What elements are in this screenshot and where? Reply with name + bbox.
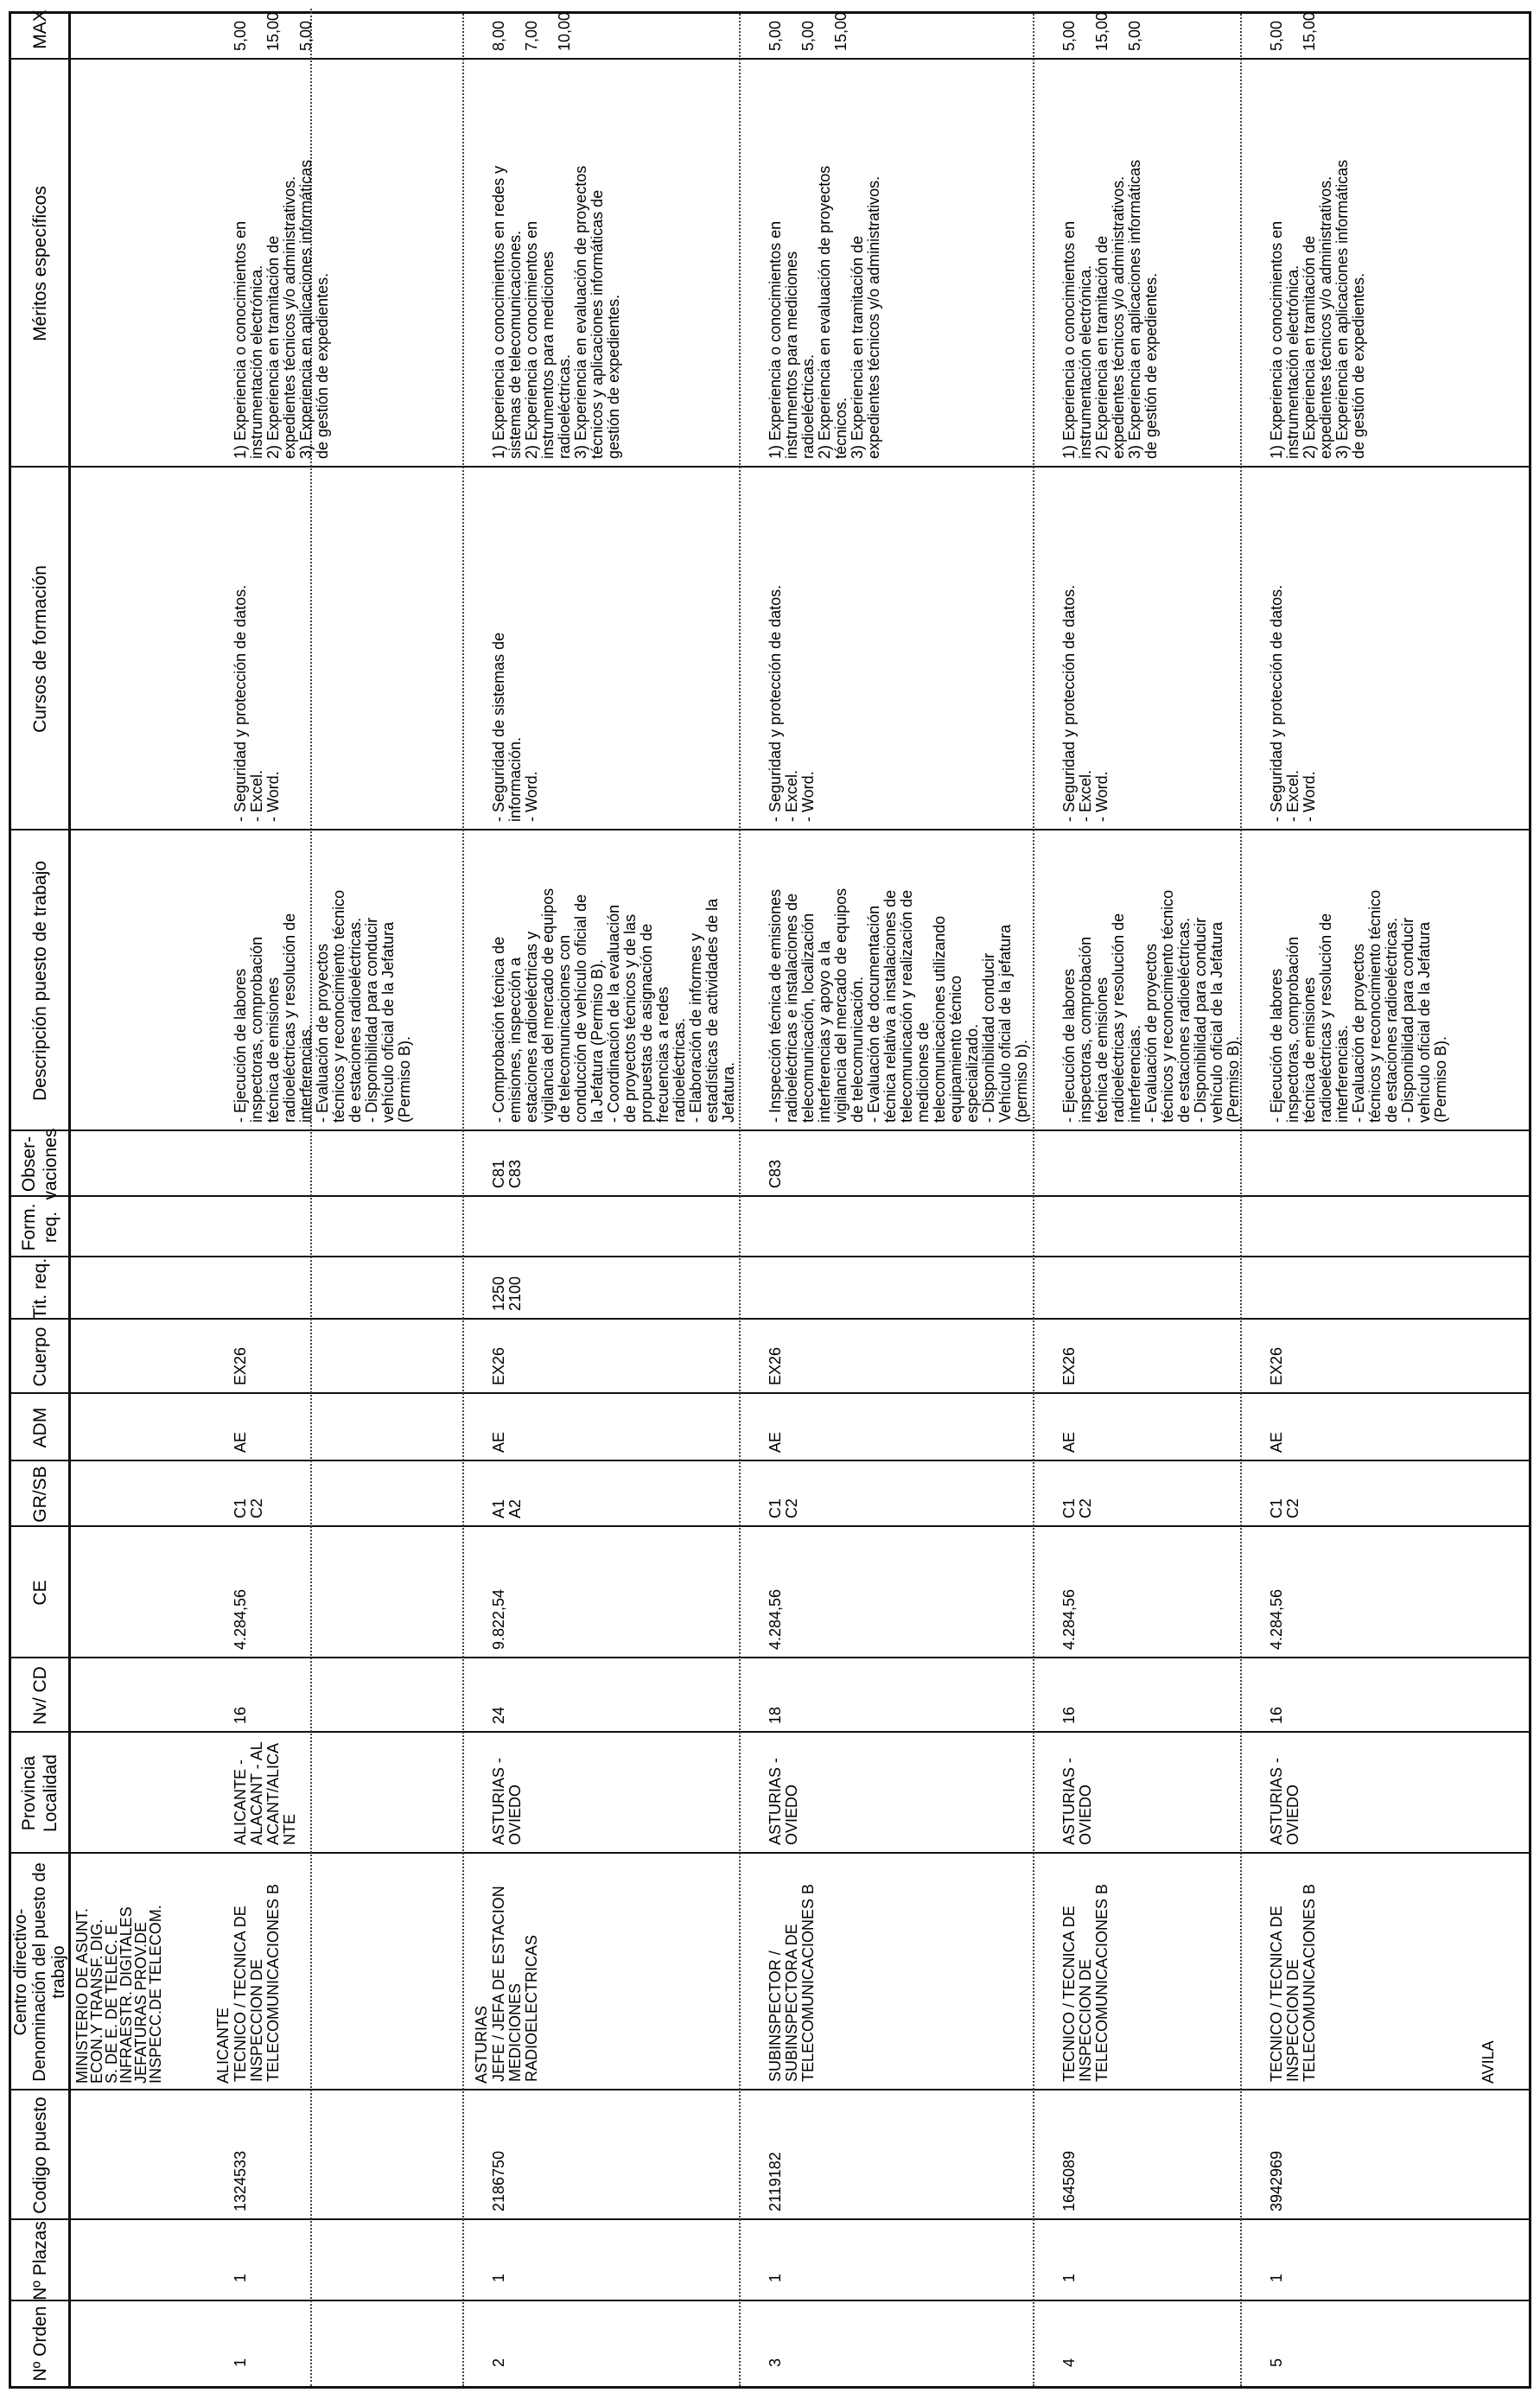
- cell-cuerpo: EX26: [1268, 1346, 1285, 1385]
- cell-codigo: 3942969: [1268, 2150, 1285, 2211]
- cell-descripcion: - Comprobación técnica de emisiones, inspección a estaciones radioeléctricas y vigilancia del mercado de equipos de telecomunicaciones con conducción de vehículo oficial de la Jefatura (Permiso B). - Coordinación de la evaluación de proyectos técnicos y de las propuestas de asignación de frecuencias a redes radioeléctricas. - Elaboración de informes y estadísticas de actividades de la Jefatura.: [490, 888, 737, 1123]
- province-group-label: ASTURIAS: [473, 2005, 490, 2084]
- header-adm: ADM: [29, 1407, 50, 1448]
- cell-meritos: 1) Experiencia o conocimientos en instrumentación electrónica. 2) Experiencia en tramitación de expedientes técnicos y/o administrativos. 3) Experiencia en aplicaciones informáticas de gestión de expedientes.: [1060, 159, 1160, 459]
- header-grupo: GR/SB: [29, 1466, 50, 1523]
- header-provincia: Provincia Localidad: [19, 1754, 60, 1832]
- cell-adm: AE: [1060, 1431, 1078, 1453]
- cell-provincia: ASTURIAS - OVIEDO: [767, 1757, 800, 1845]
- cell-nivel: 24: [490, 1706, 507, 1724]
- cell-denominacion: TECNICO / TECNICA DE INSPECCION DE TELECOMUNICACIONES B: [1060, 1883, 1110, 2082]
- cell-ce: 4.284,56: [1268, 1588, 1285, 1650]
- cell-provincia: ASTURIAS - OVIEDO: [490, 1757, 524, 1845]
- cell-descripcion: - Inspección técnica de emisiones radioeléctricas e instalaciones de telecomunicación, localización interferencias y apoyo a la vigilancia del mercado de equipos de telecomunicación. - Evaluación de documentación técnica relativa a instalaciones de telecomunicación y realización de mediciones de telecomunicaciones utilizando equipamiento técnico especializado. - Disponibilidad conducir Vehículo oficial de la jefatura (permiso b).: [767, 888, 1030, 1123]
- header-plazas: Nº Plazas: [29, 2221, 50, 2300]
- cell-cursos: - Seguridad y protección de datos. - Excel. - Word.: [232, 584, 282, 822]
- cell-adm: AE: [767, 1431, 784, 1453]
- cell-denominacion: JEFE / JEFA DE ESTACION MEDICIONES RADIOELECTRICAS: [490, 1886, 540, 2082]
- cell-grupo: C1 C2: [1060, 1498, 1094, 1518]
- cell-denominacion: TECNICO / TECNICA DE INSPECCION DE TELECOMUNICACIONES B: [232, 1883, 282, 2082]
- header-cuerpo: Cuerpo: [29, 1327, 50, 1387]
- cell-descripcion: - Ejecución de labores inspectoras, comprobación técnica de emisiones radioeléctricas y resolución de interferencias. - Evaluación de proyectos técnicos y reconocimiento técnico de estaciones radioeléctricas. - Disponibilidad para conducir vehículo oficial de la Jefatura (Permiso B).: [1268, 889, 1449, 1123]
- cell-nivel: 16: [1060, 1706, 1078, 1724]
- cell-max: 5,00 15,00 5,00: [1060, 11, 1143, 51]
- cell-provincia: ALICANTE - ALACANT - AL ACANT/ALICA NTE: [232, 1741, 298, 1845]
- header-orden: Nº Orden: [29, 2306, 50, 2382]
- cell-cuerpo: EX26: [232, 1346, 249, 1385]
- header-nivel: Nv/ CD: [29, 1666, 50, 1725]
- cell-plazas: 1: [767, 2273, 784, 2282]
- cell-meritos: 1) Experiencia o conocimientos en instrumentación electrónica. 2) Experiencia en tramitación de expedientes técnicos y/o administrativos. 3) Experiencia en aplicaciones informáticas de gestión de expedientes.: [1268, 159, 1367, 459]
- header-observaciones: Obser- vaciones: [19, 1128, 60, 1200]
- cell-codigo: 2119182: [767, 2152, 784, 2211]
- cell-ce: 4.284,56: [767, 1588, 784, 1650]
- cell-nivel: 18: [767, 1706, 784, 1724]
- cell-denominacion: SUBINSPECTOR / SUBINSPECTORA DE TELECOMUNICACIONES B: [767, 1883, 817, 2082]
- cell-ce: 4.284,56: [1060, 1588, 1078, 1650]
- cell-adm: AE: [232, 1431, 249, 1453]
- ministry-block: MINISTERIO DE ASUNT. ECON.Y TRANSF. DIG. S. DE E. DE TELEC. E INFRAESTR. DIGITALES JEFATURAS PROV.DE INSPECC.DE TELECOM.: [73, 1905, 164, 2084]
- cell-grupo: C1 C2: [767, 1498, 800, 1518]
- cell-plazas: 1: [1268, 2273, 1285, 2282]
- cell-descripcion: - Ejecución de labores inspectoras, comprobación técnica de emisiones radioeléctricas y resolución de interferencias. - Evaluación de proyectos técnicos y reconocimiento técnico de estaciones radioeléctricas. - Disponibilidad para conducir vehículo oficial de la Jefatura (Permiso B).: [1060, 889, 1242, 1123]
- header-max: MAX: [29, 10, 50, 49]
- cell-meritos: 1) Experiencia o conocimientos en instrumentos para mediciones radioeléctricas. 2) Experiencia en evaluación de proyectos técnicos. 3) Experiencia en tramitación de expedientes técnicos y/o administrativos.: [767, 165, 882, 459]
- header-cursos: Cursos de formación: [29, 565, 50, 733]
- positions-table: [9, 11, 1531, 2389]
- cell-nivel: 16: [232, 1706, 249, 1724]
- cell-cursos: - Seguridad de sistemas de información. - Word.: [490, 632, 540, 822]
- cell-grupo: C1 C2: [232, 1498, 265, 1518]
- cell-cuerpo: EX26: [767, 1346, 784, 1385]
- cell-provincia: ASTURIAS - OVIEDO: [1268, 1757, 1301, 1845]
- province-group-label: ALICANTE: [214, 2007, 232, 2084]
- cell-adm: AE: [490, 1431, 507, 1453]
- header-ce: CE: [29, 1580, 50, 1606]
- cell-orden: 4: [1060, 2358, 1078, 2367]
- cell-orden: 1: [232, 2358, 249, 2367]
- header-meritos: Méritos específicos: [29, 186, 50, 341]
- header-codigo: Codigo puesto: [29, 2097, 50, 2214]
- footer-province-label: AVILA: [1480, 2040, 1497, 2084]
- cell-cuerpo: EX26: [490, 1346, 507, 1385]
- cell-codigo: 1645089: [1060, 2150, 1078, 2211]
- cell-ce: 9.822,54: [490, 1588, 507, 1650]
- cell-descripcion: - Ejecución de labores inspectoras, comprobación técnica de emisiones radioeléctricas y resolución de interferencias. - Evaluación de proyectos técnicos y reconocimiento técnico de estaciones radioeléctricas. - Disponibilidad para conducir vehículo oficial de la Jefatura (Permiso B).: [232, 889, 413, 1123]
- cell-adm: AE: [1268, 1431, 1285, 1453]
- cell-plazas: 1: [490, 2273, 507, 2282]
- cell-max: 5,00 15,00 5,00: [232, 11, 315, 51]
- cell-orden: 3: [767, 2358, 784, 2367]
- cell-provincia: ASTURIAS - OVIEDO: [1060, 1757, 1094, 1845]
- cell-max: 5,00 5,00 15,00: [767, 11, 850, 51]
- cell-orden: 5: [1268, 2358, 1285, 2367]
- cell-grupo: C1 C2: [1268, 1498, 1301, 1518]
- cell-plazas: 1: [232, 2273, 249, 2282]
- header-descripcion: Descripción puesto de trabajo: [29, 861, 50, 1101]
- cell-cursos: - Seguridad y protección de datos. - Excel. - Word.: [1268, 584, 1318, 822]
- cell-codigo: 1324533: [232, 2150, 249, 2211]
- cell-observaciones: C81 C83: [490, 1159, 524, 1188]
- cell-plazas: 1: [1060, 2273, 1078, 2282]
- header-formacion: Form. req.: [19, 1203, 60, 1251]
- cell-observaciones: C83: [767, 1159, 784, 1188]
- cell-cursos: - Seguridad y protección de datos. - Excel. - Word.: [1060, 584, 1110, 822]
- cell-nivel: 16: [1268, 1706, 1285, 1724]
- cell-grupo: A1 A2: [490, 1499, 524, 1518]
- cell-ce: 4.284,56: [232, 1588, 249, 1650]
- cell-meritos: 1) Experiencia o conocimientos en instrumentación electrónica. 2) Experiencia en tramitación de expedientes técnicos y/o administrativos. 3) Experiencia en aplicaciones informáticas de gestión de expedientes.: [232, 159, 331, 459]
- cell-codigo: 2186750: [490, 2150, 507, 2211]
- cell-max: 5,00 15,00: [1268, 11, 1318, 51]
- cell-orden: 2: [490, 2358, 507, 2367]
- cell-denominacion: TECNICO / TECNICA DE INSPECCION DE TELECOMUNICACIONES B: [1268, 1883, 1318, 2082]
- cell-max: 8,00 7,00 10,00: [490, 11, 573, 51]
- header-centro: Centro directivo- Denominación del puesto de trabajo: [11, 1862, 68, 2082]
- header-titulacion: Tit. req.: [29, 1257, 50, 1320]
- cell-cuerpo: EX26: [1060, 1346, 1078, 1385]
- cell-meritos: 1) Experiencia o conocimientos en redes y sistemas de telecomunicaciones. 2) Experiencia o conocimientos en instrumentos para mediciones radioeléctricas. 3) Experiencia en evaluación de proyectos técnicos y aplicaciones informáticas de gestión de expedientes.: [490, 165, 622, 459]
- cell-titulacion: 1250 2100: [490, 1276, 524, 1311]
- cell-cursos: - Seguridad y protección de datos. - Excel. - Word.: [767, 584, 817, 822]
